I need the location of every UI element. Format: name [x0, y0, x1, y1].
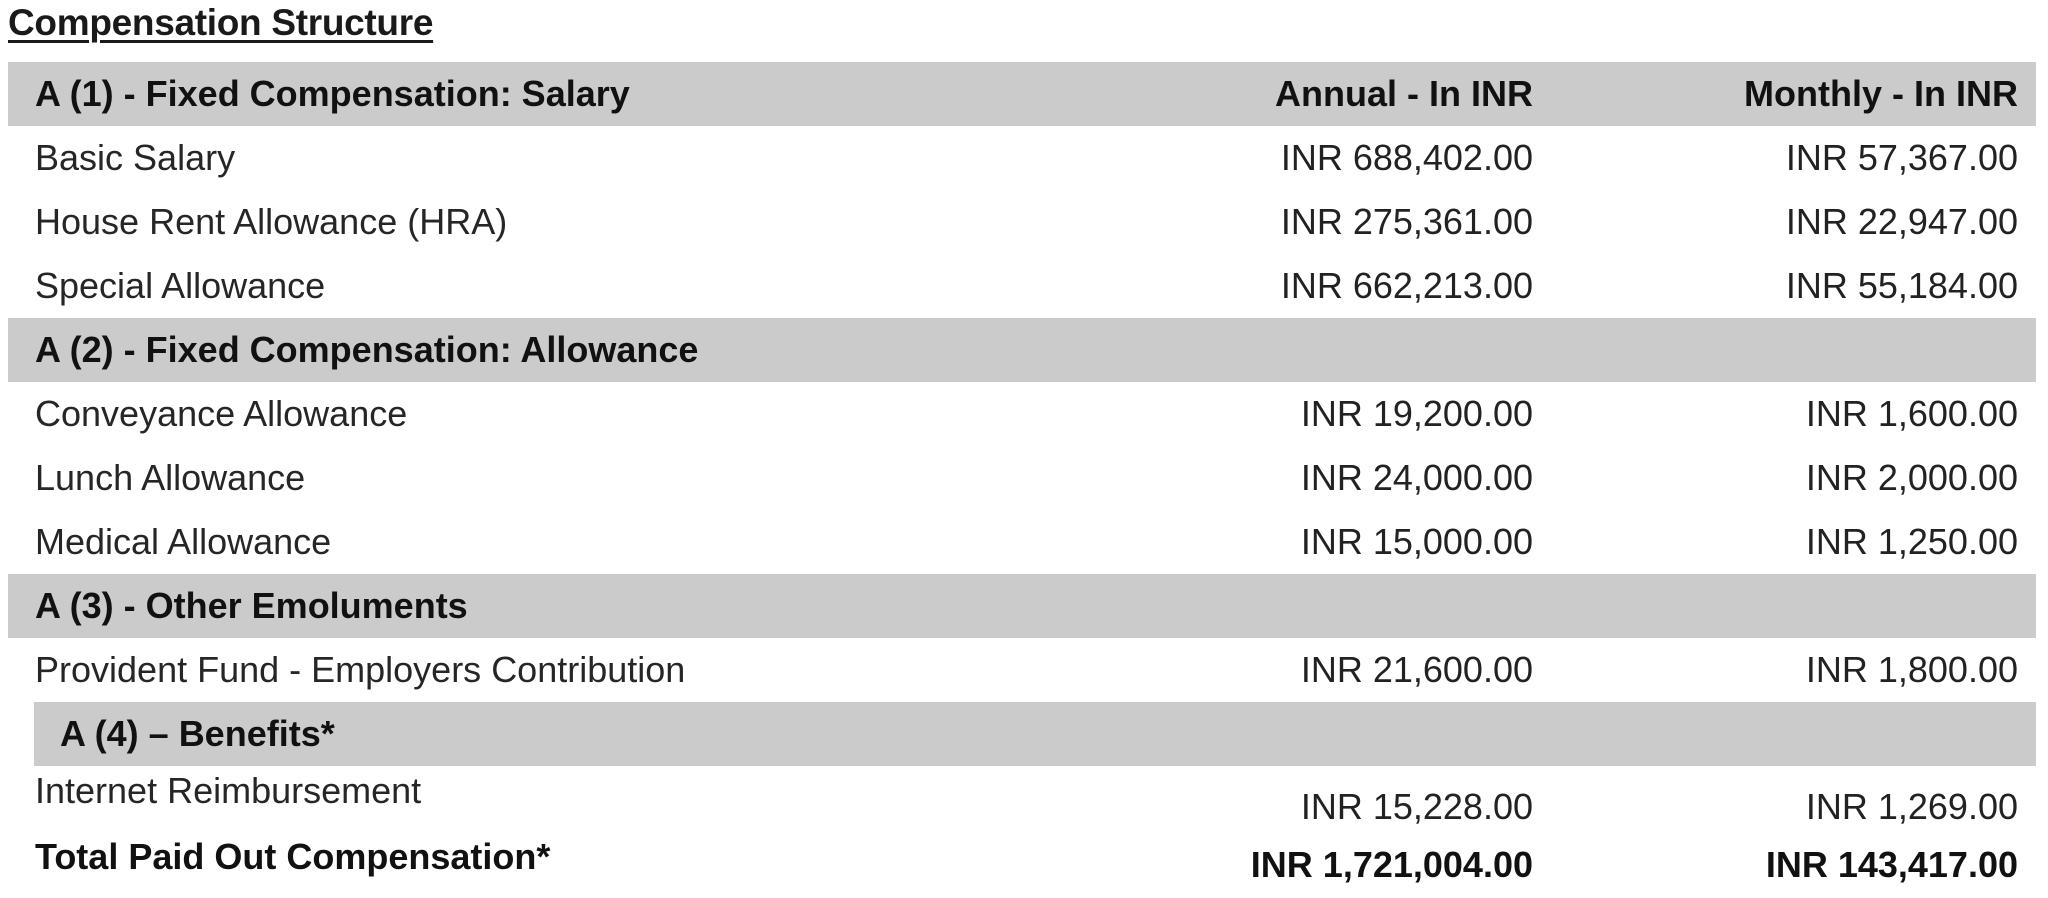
row-label: Basic Salary — [35, 137, 236, 178]
compensation-table — [8, 62, 2036, 898]
table-row-total — [8, 834, 2036, 898]
monthly-value: INR 22,947.00 — [1785, 201, 2018, 242]
row-label: House Rent Allowance (HRA) — [35, 201, 508, 242]
row-label: Lunch Allowance — [35, 457, 306, 498]
column-header-monthly: Monthly - In INR — [1744, 73, 2018, 114]
table-row-lunch-allowance — [8, 446, 2036, 510]
table-row-special-allowance — [8, 254, 2036, 318]
annual-value: INR 688,402.00 — [1280, 137, 1533, 178]
annual-value: INR 19,200.00 — [1300, 393, 1533, 434]
annual-value: INR 21,600.00 — [1300, 649, 1533, 690]
monthly-value: INR 2,000.00 — [1805, 457, 2018, 498]
row-label: Conveyance Allowance — [35, 393, 408, 434]
monthly-value: INR 55,184.00 — [1785, 265, 2018, 306]
annual-value: INR 15,000.00 — [1300, 521, 1533, 562]
section-heading: A (2) - Fixed Compensation: Allowance — [35, 329, 699, 370]
annual-value: INR 15,228.00 — [1300, 786, 1533, 827]
table-row-hra — [8, 190, 2036, 254]
column-header-annual: Annual - In INR — [1275, 73, 1533, 114]
annual-value: INR 275,361.00 — [1280, 201, 1533, 242]
monthly-value: INR 57,367.00 — [1785, 137, 2018, 178]
total-monthly-value: INR 143,417.00 — [1765, 844, 2018, 885]
row-label: Medical Allowance — [35, 521, 332, 562]
table-row-provident-fund — [8, 638, 2036, 702]
total-annual-value: INR 1,721,004.00 — [1250, 844, 1533, 885]
monthly-value: INR 1,250.00 — [1805, 521, 2018, 562]
section-header-other-emoluments — [8, 574, 2036, 638]
annual-value: INR 24,000.00 — [1300, 457, 1533, 498]
annual-value: INR 662,213.00 — [1280, 265, 1533, 306]
row-label: Special Allowance — [35, 265, 326, 306]
total-label: Total Paid Out Compensation* — [35, 836, 551, 877]
section-heading: A (1) - Fixed Compensation: Salary — [35, 73, 630, 114]
section-heading: A (4) – Benefits* — [60, 713, 335, 754]
monthly-value: INR 1,600.00 — [1805, 393, 2018, 434]
monthly-value: INR 1,800.00 — [1805, 649, 2018, 690]
row-label: Internet Reimbursement — [35, 770, 422, 811]
table-row-internet-reimbursement — [8, 766, 2036, 834]
page-title: Compensation Structure — [8, 2, 434, 43]
section-header-benefits — [34, 702, 2036, 766]
table-row-medical-allowance — [8, 510, 2036, 574]
monthly-value: INR 1,269.00 — [1805, 786, 2018, 827]
row-label: Provident Fund - Employers Contribution — [35, 649, 686, 690]
section-header-salary — [8, 62, 2036, 126]
section-header-allowance — [8, 318, 2036, 382]
table-row-conveyance-allowance — [8, 382, 2036, 446]
section-heading: A (3) - Other Emoluments — [35, 585, 468, 626]
table-row-basic-salary — [8, 126, 2036, 190]
